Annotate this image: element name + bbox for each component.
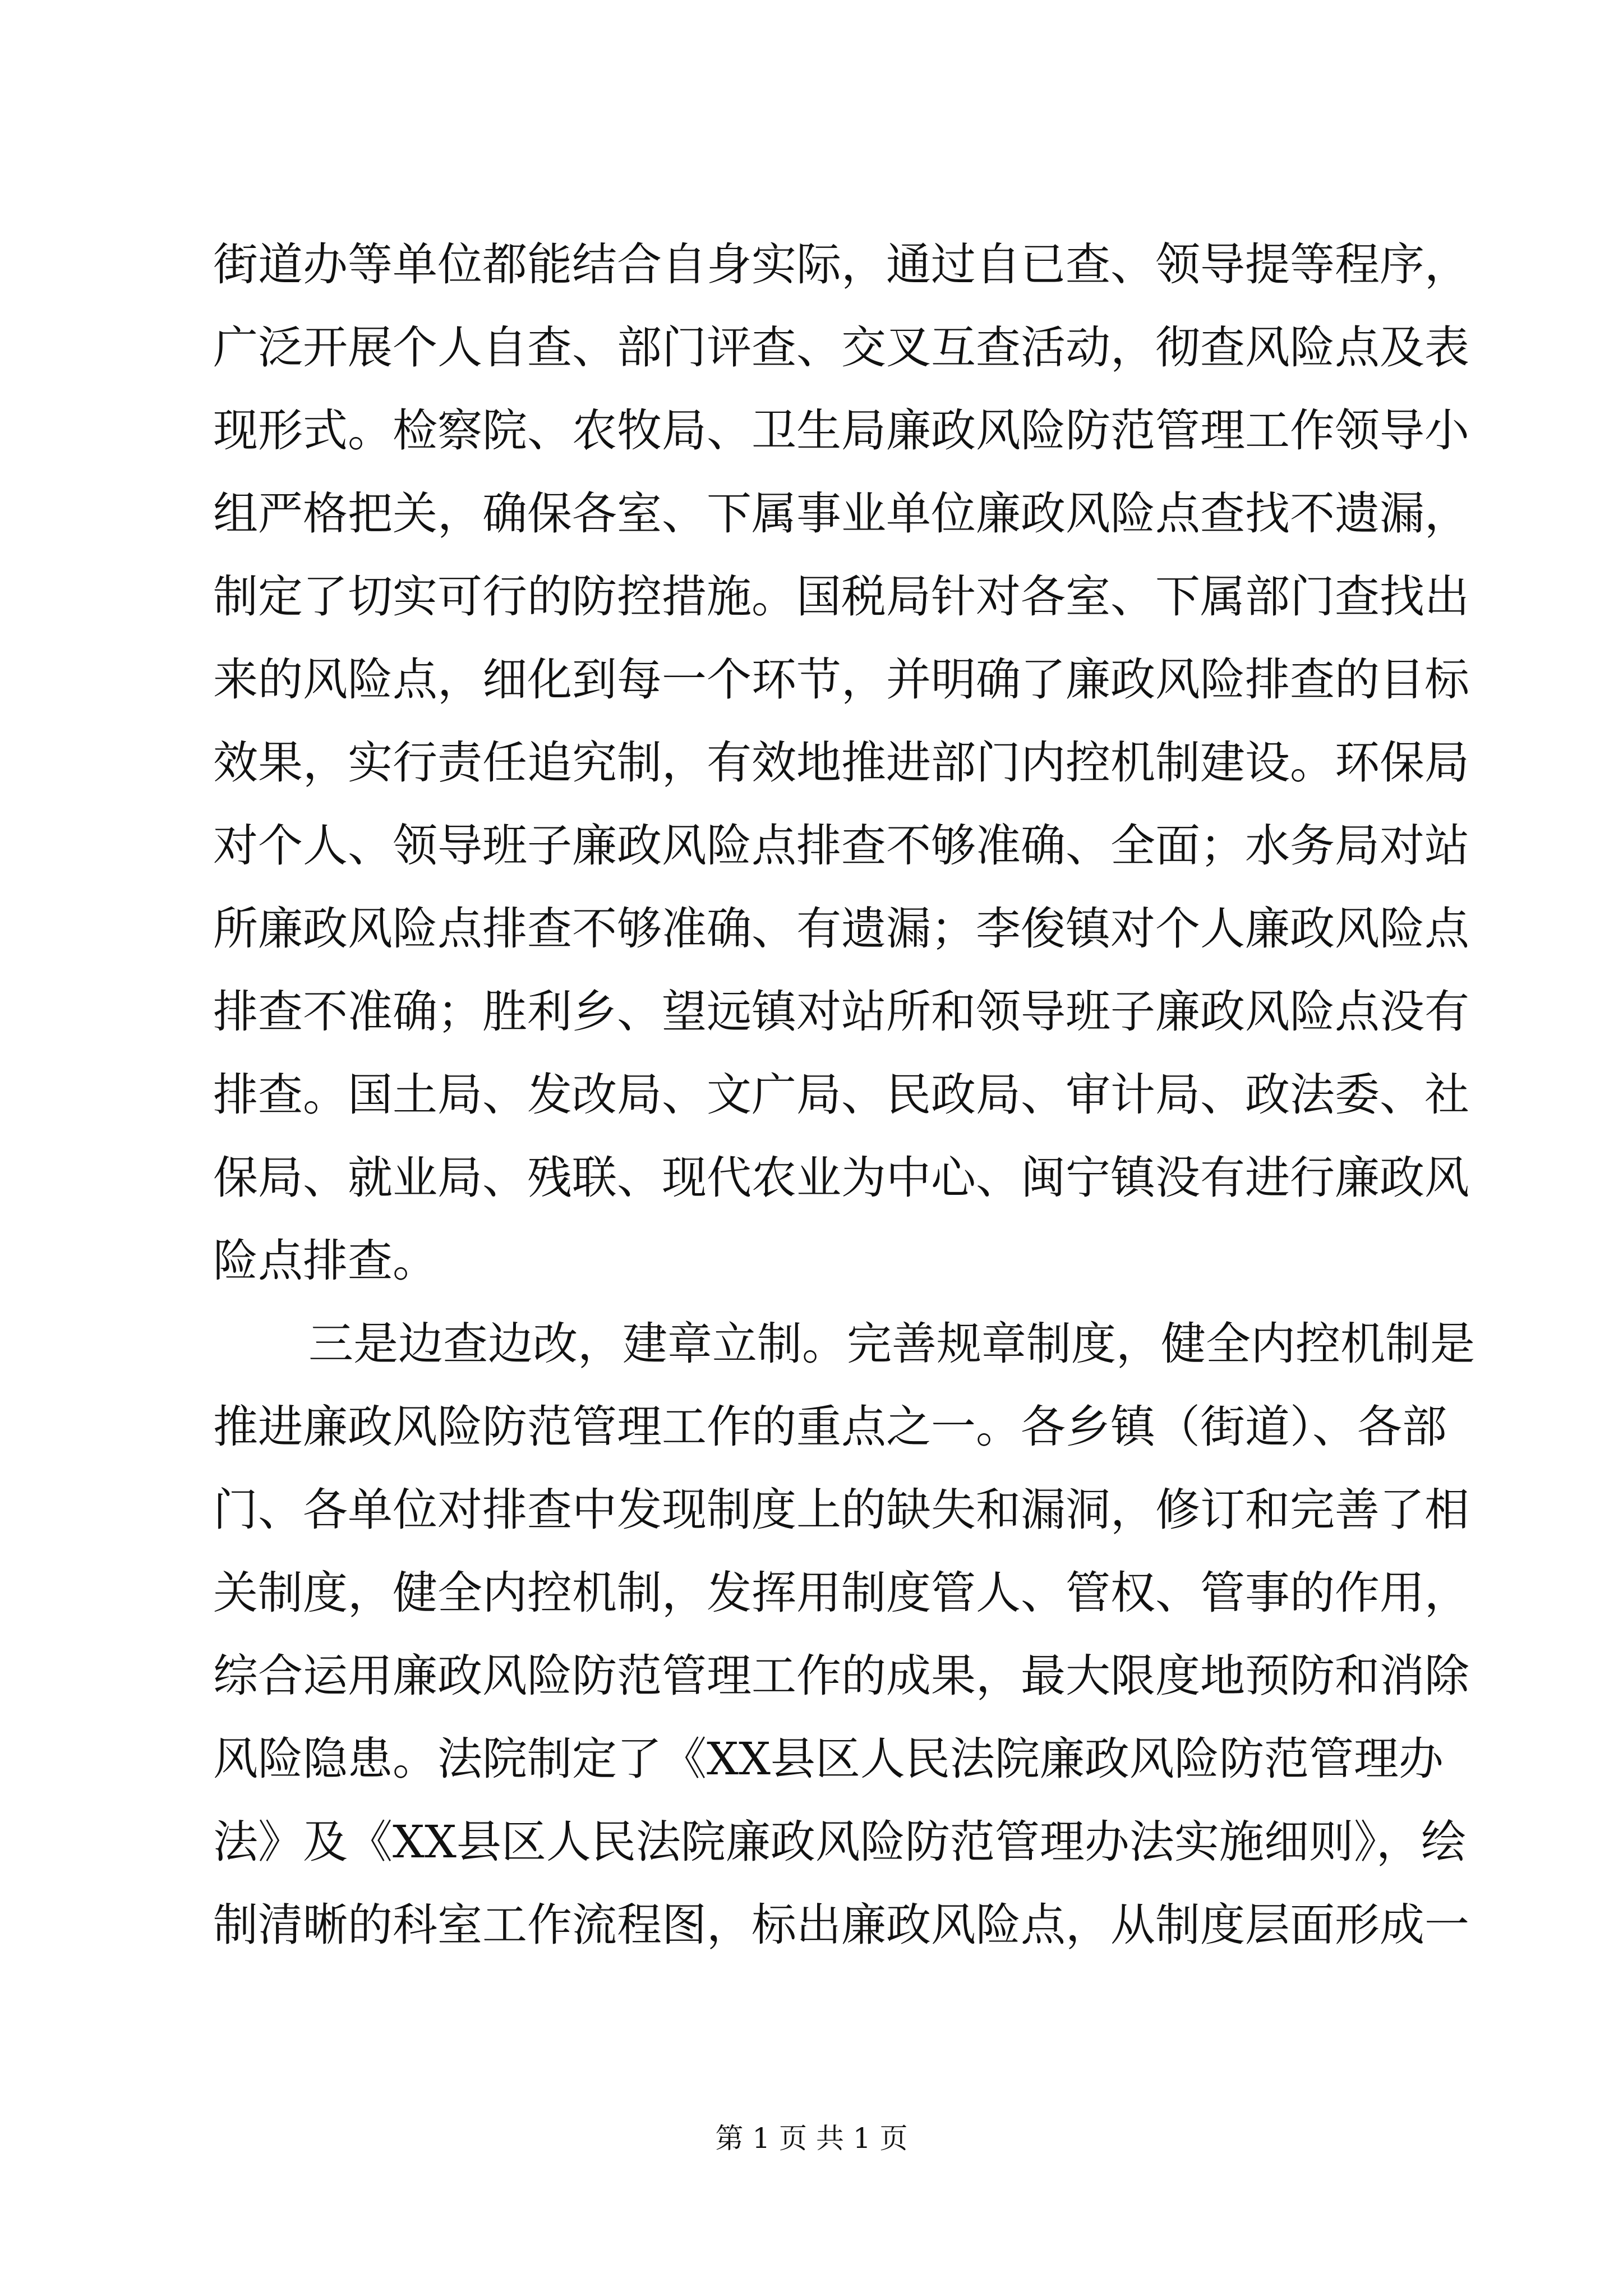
paragraph-1-line-1: 街道办等单位都能结合自身实际，通过自已查、领导提等程序， [213,238,1469,291]
paragraph-2-line-4: 关制度，健全内控机制，发挥用制度管人、管权、管事的作用， [213,1567,1469,1619]
paragraph-1-line-6: 来的风险点，细化到每一个环节，并明确了廉政风险排查的目标 [213,654,1469,706]
paragraph-1-line-8: 对个人、领导班子廉政风险点排查不够准确、全面；水务局对站 [213,820,1469,872]
paragraph-2-line-5: 综合运用廉政风险防范管理工作的成果，最大限度地预防和消除 [213,1650,1469,1702]
paragraph-1-line-13: 险点排查。 [213,1235,437,1287]
page-footer [0,2122,1623,2155]
paragraph-1-line-7: 效果，实行责任追究制，有效地推进部门内控机制建设。环保局 [213,737,1469,789]
paragraph-2-line-2: 推进廉政风险防范管理工作的重点之一。各乡镇（街道）、各部 [213,1401,1447,1453]
paragraph-1-line-11: 排查。国土局、发改局、文广局、民政局、审计局、政法委、社 [213,1069,1469,1121]
paragraph-2-line-6: 风险隐患。法院制定了《XX县区人民法院廉政风险防范管理办 [213,1733,1444,1785]
paragraph-1-line-10: 排查不准确；胜利乡、望远镇对站所和领导班子廉政风险点没有 [213,986,1469,1038]
paragraph-1-line-4: 组严格把关，确保各室、下属事业单位廉政风险点查找不遗漏， [213,487,1469,540]
page-number-label: 第 1 页 共 1 页 [715,2122,908,2155]
paragraph-2-line-7: 法》及《XX县区人民法院廉政风险防范管理办法实施细则》，绘 [213,1816,1466,1868]
paragraph-1-line-3: 现形式。检察院、农牧局、卫生局廉政风险防范管理工作领导小 [213,404,1469,457]
paragraph-2-line-1: 三是边查边改，建章立制。完善规章制度，健全内控机制是 [308,1318,1475,1370]
document-body [213,223,1475,1967]
paragraph-2-line-8: 制清晰的科室工作流程图，标出廉政风险点，从制度层面形成一 [213,1899,1469,1951]
paragraph-1-line-5: 制定了切实可行的防控措施。国税局针对各室、下属部门查找出 [213,570,1469,623]
paragraph-2-line-3: 门、各单位对排查中发现制度上的缺失和漏洞，修订和完善了相 [213,1484,1469,1536]
paragraph-1-line-2: 广泛开展个人自查、部门评查、交叉互查活动，彻查风险点及表 [213,321,1469,374]
paragraph-1-line-12: 保局、就业局、残联、现代农业为中心、闽宁镇没有进行廉政风 [213,1152,1469,1204]
paragraph-1-line-9: 所廉政风险点排查不够准确、有遗漏；李俊镇对个人廉政风险点 [213,903,1469,955]
